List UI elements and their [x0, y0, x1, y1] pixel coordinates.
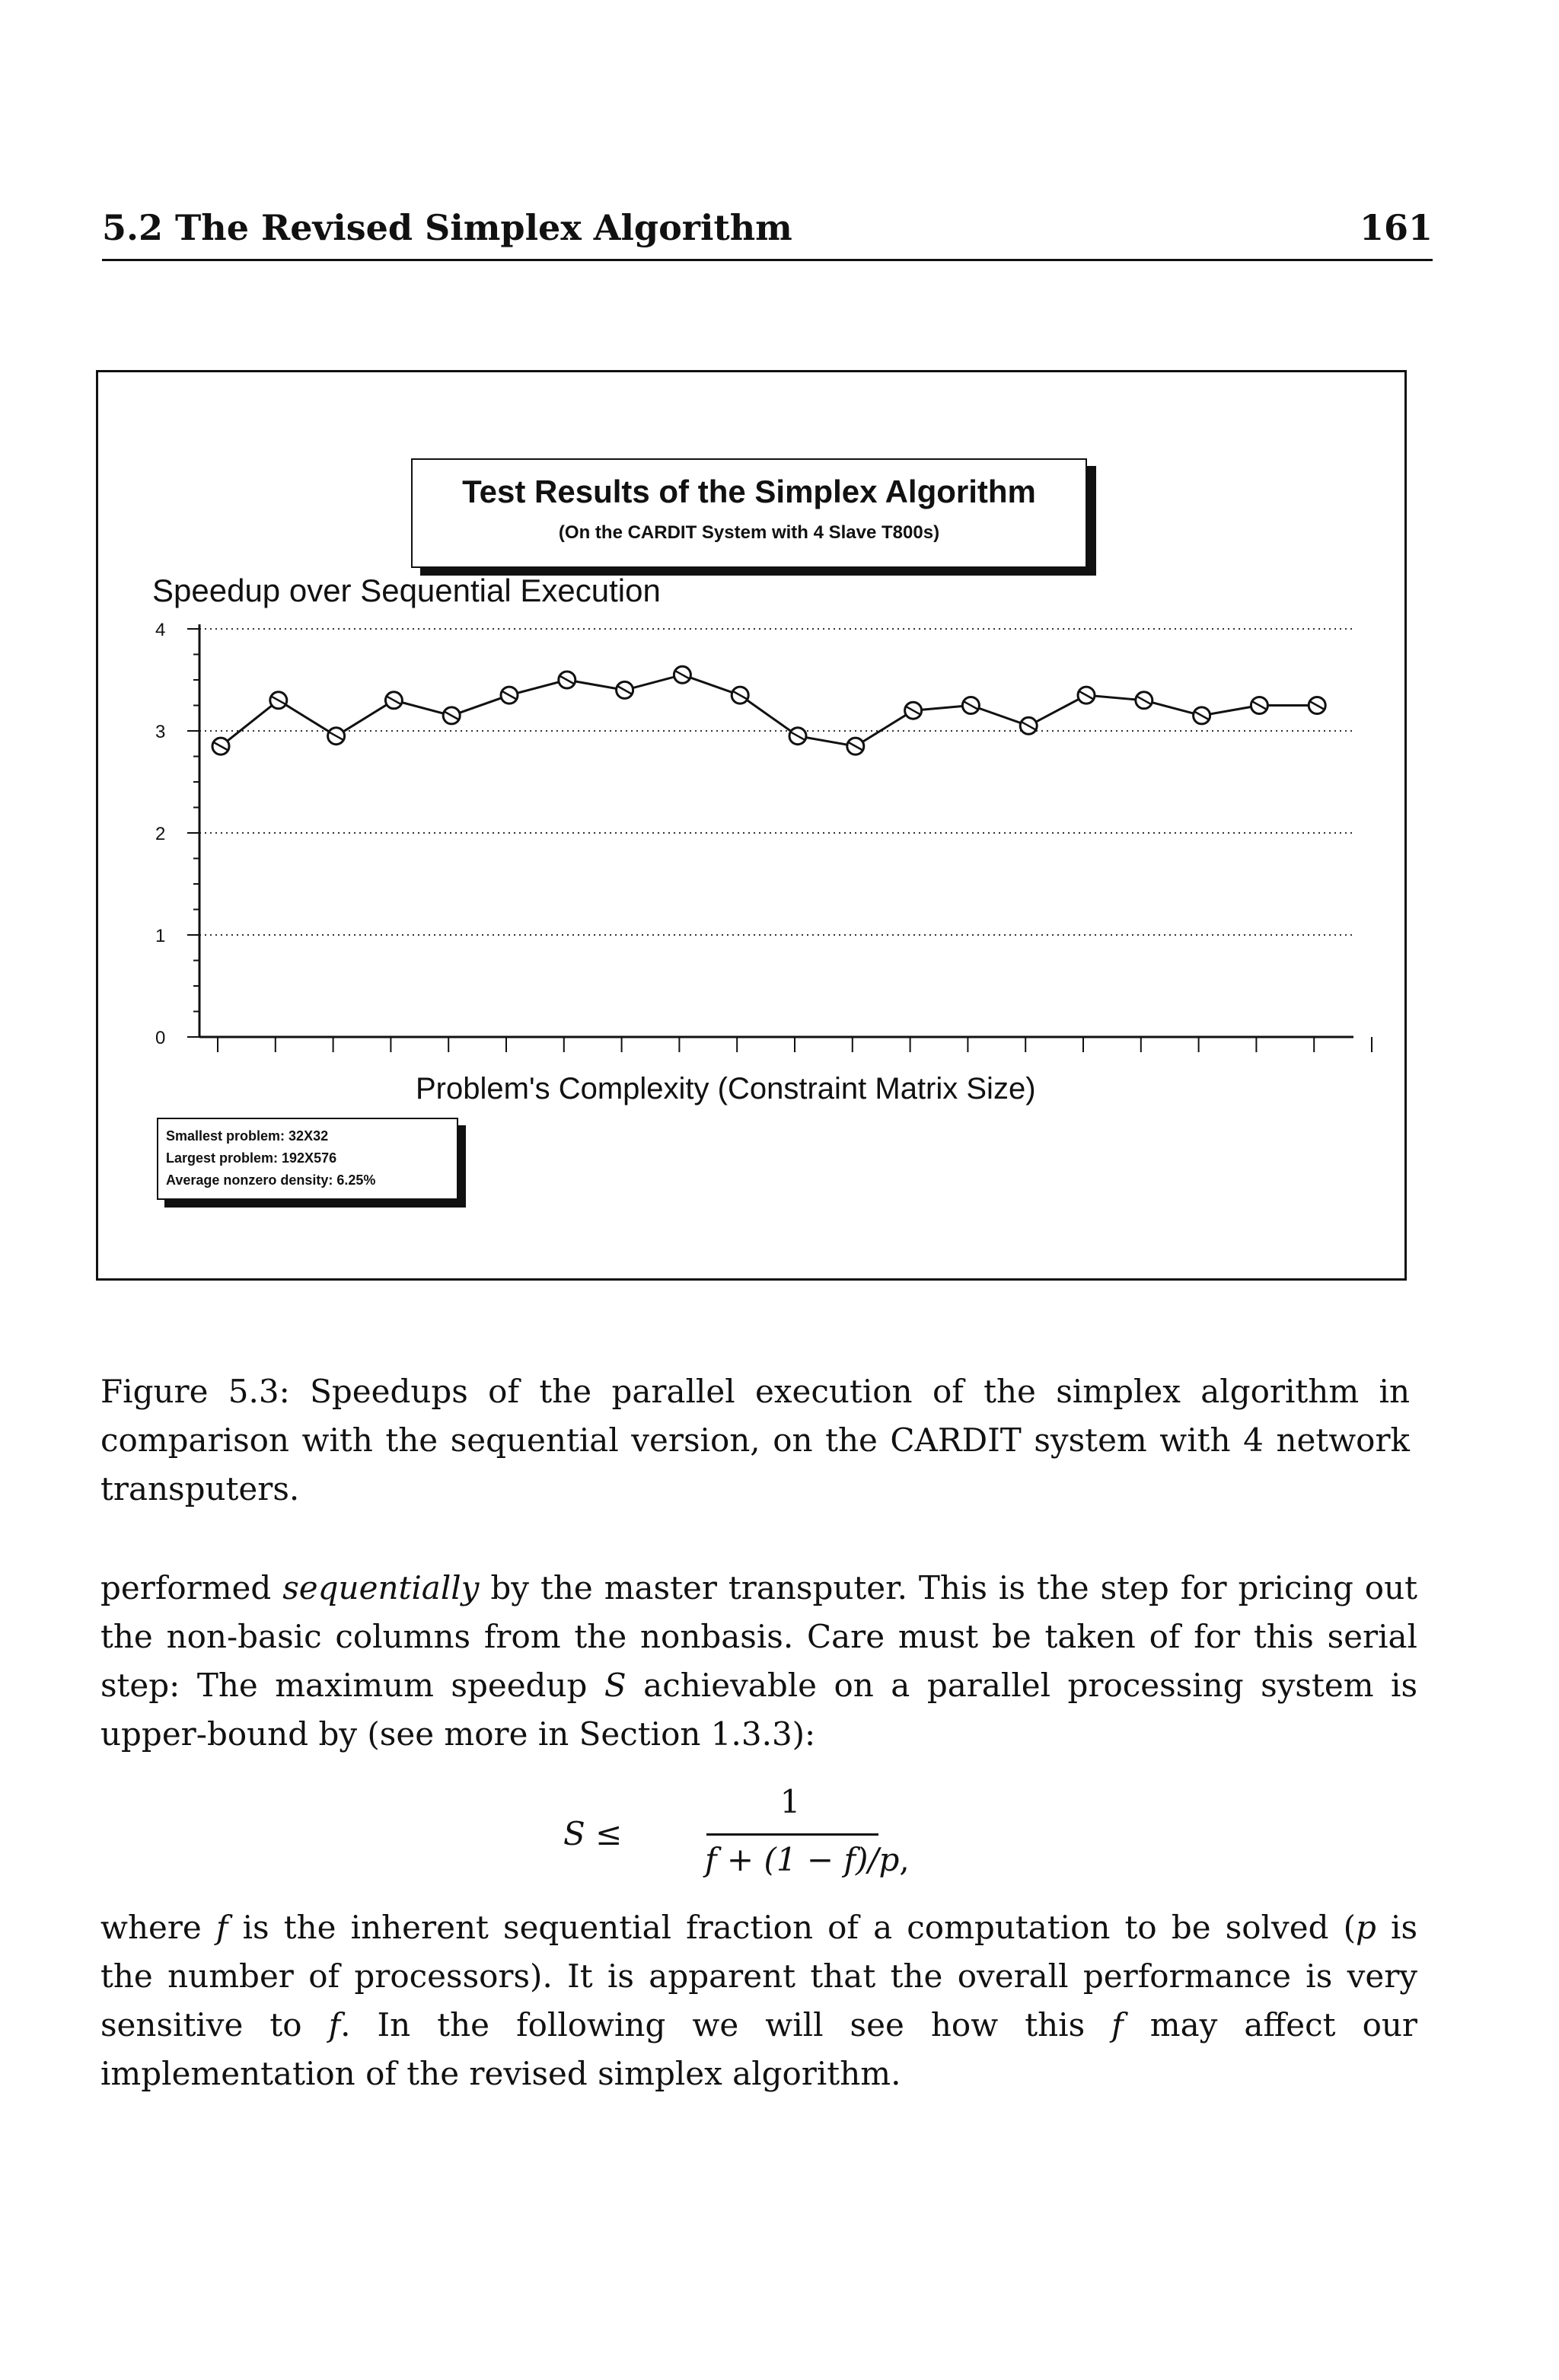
formula-trail: , — [899, 1841, 910, 1878]
y-tick-label: 3 — [155, 722, 166, 742]
p2-a: where — [100, 1909, 216, 1946]
y-axis-label: Speedup over Sequential Execution — [152, 573, 661, 608]
chart-title-box — [411, 458, 1087, 568]
p2-d: . In the following we will see how this — [340, 2006, 1112, 2043]
speedup-formula — [563, 1783, 990, 1897]
x-axis-label: Problem's Complexity (Constraint Matrix Size) — [416, 1072, 1036, 1105]
formula-numerator: 1 — [780, 1783, 801, 1820]
p2-e: may affect our implementation of the revised simplex algorithm. — [100, 2006, 1417, 2092]
p1-var-s: S — [604, 1667, 626, 1704]
p2-var-f2: f — [328, 2006, 341, 2043]
caption-suffix: system with 4 network transputers. — [100, 1421, 1410, 1507]
y-tick-label: 0 — [155, 1028, 166, 1048]
chart-subtitle: (On the CARDIT System with 4 Slave T800s) — [558, 522, 940, 543]
formula-lhs: S ≤ — [563, 1815, 623, 1852]
chart-title: Test Results of the Simplex Algorithm — [462, 474, 1036, 509]
p2-var-p: p — [1355, 1909, 1376, 1946]
p1-emphasis: sequentially — [282, 1569, 480, 1606]
p2-var-f3: f — [1111, 2006, 1124, 2043]
formula-denominator-wrap — [705, 1841, 910, 1878]
formula-denominator: f + (1 − f)/p — [705, 1841, 900, 1878]
caption-system: CARDIT — [890, 1421, 1022, 1459]
figure-caption — [100, 1367, 1410, 1514]
caption-prefix: Figure 5.3: Speedups of the parallel execution of the simplex algorithm in comparison with the sequential version, on the — [100, 1373, 1410, 1459]
p1-a: performed — [100, 1569, 283, 1606]
info-density: Average nonzero density: 6.25% — [166, 1172, 376, 1188]
paragraph-2 — [100, 1903, 1417, 2098]
y-tick-label: 1 — [155, 926, 166, 946]
p1-b: by the master transputer. This is the step for pricing out the non-basic columns from the nonbasis. Care must be taken of for this serial step: The maximum speedup — [100, 1569, 1417, 1704]
y-tick-label: 4 — [155, 620, 166, 640]
problem-info-box — [157, 1118, 458, 1200]
p1-c: achievable on a parallel processing system is upper-bound by (see more in Section 1.3.3): — [100, 1667, 1417, 1753]
y-tick-label: 2 — [155, 824, 166, 844]
p2-c: is the number of processors). It is apparent that the overall performance is very sensitive to — [100, 1909, 1417, 2043]
p2-var-f1: f — [215, 1909, 228, 1946]
info-largest: Largest problem: 192X576 — [166, 1150, 337, 1166]
p2-b: is the inherent sequential fraction of a computation to be solved ( — [228, 1909, 1356, 1946]
section-title: 5.2 The Revised Simplex Algorithm — [102, 207, 792, 248]
speedup-series-line — [221, 675, 1317, 746]
page-number: 161 — [1359, 207, 1433, 248]
paragraph-1 — [100, 1564, 1417, 1759]
info-smallest: Smallest problem: 32X32 — [166, 1128, 329, 1144]
formula-fraction-bar — [706, 1833, 878, 1836]
